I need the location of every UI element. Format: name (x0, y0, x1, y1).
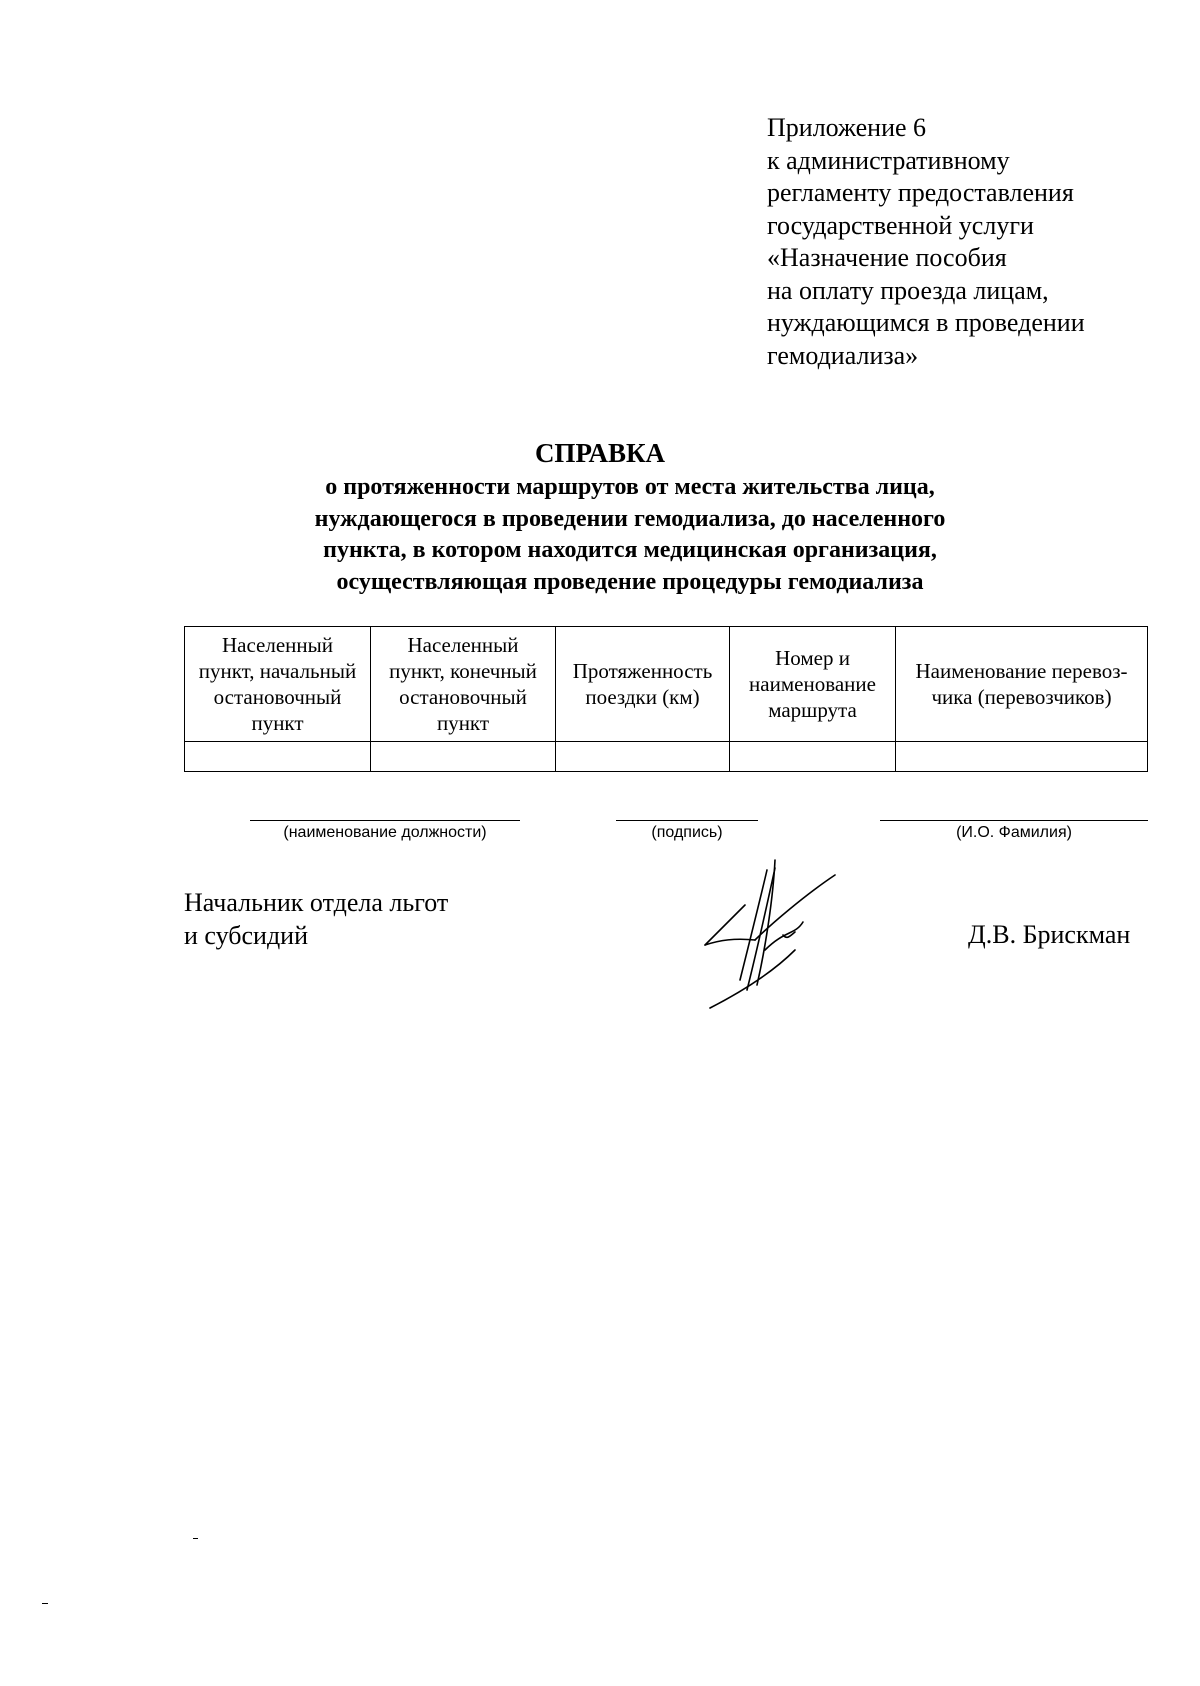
position-caption: (наименование должности) (283, 824, 487, 841)
header-text: наименование (749, 672, 876, 696)
signature-line (616, 820, 758, 821)
appendix-header (767, 112, 1167, 372)
table-row (185, 742, 1148, 772)
subtitle-line: о протяженности маршрутов от места жительства лица, (325, 474, 935, 500)
appendix-line: гемодиализа» (767, 340, 919, 370)
column-header-distance (556, 627, 730, 742)
header-text: поездки (км) (585, 685, 700, 709)
signature-caption: (подпись) (651, 824, 723, 841)
table-cell (185, 742, 371, 772)
column-header-route (730, 627, 896, 742)
header-text: Протяженность (572, 659, 713, 683)
table-header-row (185, 627, 1148, 742)
subtitle-line: пункта, в котором находится медицинская организация, (323, 537, 937, 563)
header-text: Населенный (221, 633, 333, 657)
header-text: пункт (251, 711, 304, 735)
appendix-line: Приложение 6 (767, 113, 927, 142)
subtitle-line: осуществляющая проведение процедуры гемодиализа (336, 568, 924, 595)
header-text: Номер и (775, 646, 850, 670)
header-text: Наименование перевоз- (915, 659, 1128, 683)
appendix-line: к административному (767, 145, 1010, 175)
appendix-line: государственной услуги (767, 210, 1034, 240)
header-text: остановочный (213, 685, 342, 709)
scan-mark (42, 1603, 48, 1604)
position-line (250, 820, 520, 821)
table-cell (730, 742, 896, 772)
header-text: пункт, начальный (198, 659, 357, 683)
table-cell (896, 742, 1148, 772)
column-header-start-point (185, 627, 371, 742)
official-position (184, 886, 448, 952)
column-header-carrier (896, 627, 1148, 742)
header-text: остановочный (399, 685, 527, 709)
official-position-line: и субсидий (184, 921, 309, 950)
header-text: пункт (436, 711, 490, 735)
subtitle-line: нуждающегося в проведении гемодиализа, до населенного (314, 505, 946, 532)
document-subtitle (240, 472, 1020, 598)
appendix-line: нуждающимся в проведении (767, 308, 1085, 337)
official-position-line: Начальник отдела льгот (184, 888, 449, 917)
table-cell (556, 742, 730, 772)
name-line (880, 820, 1148, 821)
document-title: СПРАВКА (534, 438, 666, 468)
appendix-line: «Назначение пособия (767, 243, 1007, 272)
handwritten-signature (695, 840, 845, 1010)
scan-mark (193, 1538, 198, 1539)
official-name: Д.В. Брискман (968, 920, 1131, 949)
column-header-end-point (371, 627, 556, 742)
header-text: чика (перевозчиков) (931, 685, 1112, 709)
header-text: маршрута (768, 698, 857, 722)
header-text: пункт, конечный (389, 659, 537, 683)
header-text: Населенный (407, 633, 519, 657)
route-table (184, 626, 1148, 772)
appendix-line: регламенту предоставления (767, 178, 1074, 207)
name-caption: (И.О. Фамилия) (956, 824, 1072, 841)
appendix-line: на оплату проезда лицам, (767, 275, 1049, 305)
table-cell (371, 742, 556, 772)
